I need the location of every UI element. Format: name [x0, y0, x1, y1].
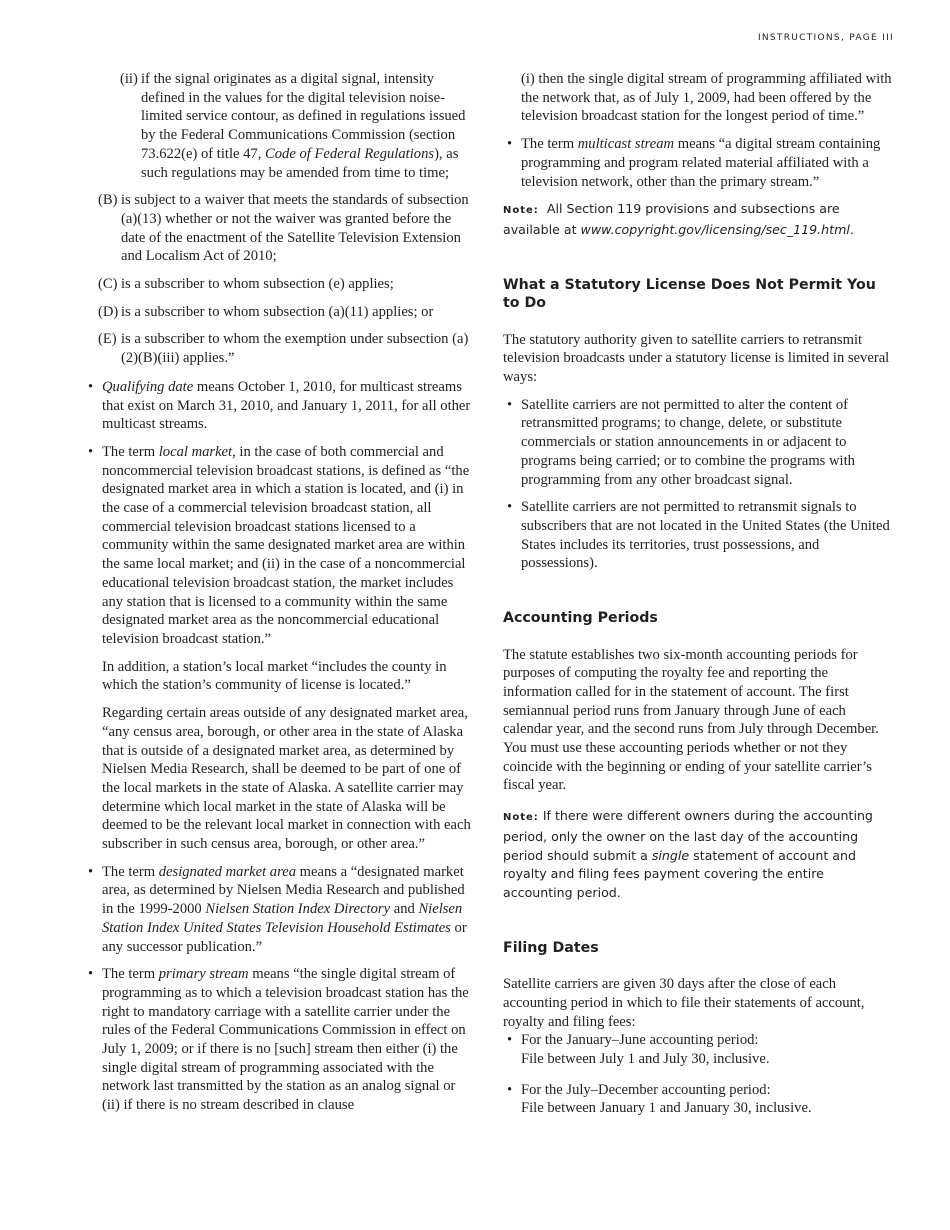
heading-accounting-periods: Accounting Periods — [503, 610, 658, 627]
definition-text: The term local market, in the case of both commercial and noncommercial television broadcast stations, is defined as “the designated market area in which a station is located, and (i) in the case of a commercial television broadcast station, all commercial television broadcast stations licensed to a community within the same designated market area are within the same local market; and (ii) in the case of a noncommercial educational television broadcast station, the market includes any station that is licensed to a community within the same designated market area as the noncommercial educational television broadcast station.” — [102, 443, 470, 647]
note-section-119: Note: All Section 119 provisions and subsections are available at www.copyright.gov/licensing/sec_119.html. — [503, 201, 854, 237]
definition-text: Qualifying date means October 1, 2010, for multicast streams that exist on March 31, 2010, and January 1, 2011, for all other multicast streams. — [102, 378, 471, 433]
clause-ii — [120, 70, 476, 182]
bullet-icon: • — [507, 1081, 513, 1098]
bullet-icon: • — [507, 1032, 513, 1049]
note-owners: Note: If there were different owners during the accounting period, only the owner on the last day of the accounting period should submit a single statement of account and royalty and filing fees payment covering the entire accounting period. — [503, 808, 873, 900]
clause-e — [98, 330, 476, 367]
clause-text: is a subscriber to whom the exemption under subsection (a)(2)(B)(iii) applies.” — [121, 331, 469, 367]
right-column — [503, 70, 895, 1118]
copyright-link[interactable]: www.copyright.gov/licensing/sec_119.html — [580, 221, 850, 237]
heading-filing-dates: Filing Dates — [503, 939, 599, 956]
accounting-text: The statute establishes two six-month accounting periods for purposes of computing the royalty fee and reporting the information called for in the statement of account. The first semiannual period runs from January through June of each calendar year, and the second runs from July through December. You must use these accounting periods whether or not they coincide with the beginning or ending of your satellite carrier’s fiscal year. — [503, 646, 879, 794]
page-header: INSTRUCTIONS, PAGE III — [757, 33, 894, 43]
bullet-icon: • — [88, 443, 94, 460]
definition-designated-market-area — [88, 863, 476, 957]
clause-label: (D) — [98, 303, 119, 320]
not-permit-item — [507, 396, 895, 490]
filing-item — [507, 1081, 895, 1118]
publication-title: Nielsen Station Index Directory — [205, 901, 391, 918]
heading-not-permit: What a Statutory License Does Not Permit You to Do — [503, 276, 876, 312]
clause-label: (C) — [98, 276, 118, 293]
primary-stream-continuation: (i) then the single digital stream of programming affiliated with the network that, as of July 1, 2009, had been offered by the television broadcast station for the longest period of time.” — [521, 71, 892, 125]
item-text: Satellite carriers are not permitted to alter the content of retransmitted programs; to change, delete, or substitute commercials or station announcements in or adjacent to programs being carried; or to combine the programs with programming from any other broadcast signal. — [521, 396, 855, 488]
publication-title: Nielsen Station Index United States Television Household Estimates — [102, 901, 463, 936]
clause-label: (ii) — [120, 71, 138, 87]
cfr-title: Code of Federal Regulations — [265, 145, 435, 162]
defined-term: designated market area — [158, 863, 296, 880]
defined-term: local market — [158, 443, 233, 460]
clause-text: if the signal originates as a digital signal, intensity defined in the values for the digital television noise-limited service contour, as defined in regulations issued by the Federal Communications Commission (section 73.622(e) of title 47, Code of Federal Regulations), as such regulations may be amended from time to time; — [141, 71, 466, 181]
clause-d — [98, 303, 476, 322]
local-market-county-paragraph: In addition, a station’s local market “includes the county in which the station’s community of license is located.” — [102, 658, 447, 694]
defined-term: primary stream — [158, 966, 249, 983]
clause-label: (E) — [98, 331, 117, 348]
left-column — [88, 70, 476, 1115]
definition-text: The term designated market area means a “designated market area, as determined by Nielsen Media Research and published in the 1999-2000 Nielsen Station Index Directory and Nielsen Station Index United States Television Household Estimates or any successor publication.” — [102, 863, 467, 955]
definition-primary-stream — [88, 965, 476, 1115]
definition-text: The term multicast stream means “a digital stream containing programming and program related material affiliated with a television network, other than the primary stream.” — [521, 136, 881, 190]
definition-local-market — [88, 443, 476, 649]
defined-term: multicast stream — [577, 136, 675, 153]
clause-text: is a subscriber to whom subsection (e) applies; — [121, 276, 394, 293]
clause-text: is subject to a waiver that meets the standards of subsection (a)(13) whether or not the waiver was granted before the date of the enactment of the Satellite Television Extension and Localism Act of 2010; — [121, 192, 469, 265]
local-market-alaska-paragraph: Regarding certain areas outside of any designated market area, “any census area, borough, or other area in the state of Alaska that is outside of a designated market area, as determined by Nielsen Media Research, shall be deemed to be part of one of the local markets in the state of Alaska. A satellite carrier may determine which local market in the state of Alaska will be deemed to be the relevant local market in connection with each subscriber in such census area, borough, or other area.” — [102, 705, 471, 853]
note-label: Note: — [503, 812, 539, 824]
item-text: Satellite carriers are not permitted to retransmit signals to subscribers that are not located in the United States (the United States includes its territories, trust possessions, and possessions). — [521, 499, 890, 572]
definition-multicast-stream — [507, 135, 895, 191]
filing-item — [507, 1031, 895, 1068]
clause-text: is a subscriber to whom subsection (a)(11) applies; or — [121, 303, 434, 320]
bullet-icon: • — [507, 136, 513, 153]
bullet-icon: • — [88, 863, 94, 880]
clause-c — [98, 275, 476, 294]
definition-qualifying-date — [88, 378, 476, 434]
definition-text: The term primary stream means “the single digital stream of programming as to which a television broadcast station has the right to mandatory carriage with a satellite carrier under the rules of the Federal Communications Commission in effect on July 1, 2009; or if there is no [such] stream then either (i) the single digital stream of programming associated with the network last transmitted by the station as an analog signal or (ii) if there is no stream described in clause — [102, 966, 469, 1114]
filing-intro: Satellite carriers are given 30 days after the close of each accounting period in which to file their statements of account, royalty and filing fees: — [503, 976, 865, 1030]
bullet-icon: • — [88, 378, 94, 395]
item-text: For the July–December accounting period: File between January 1 and January 30, inclusive. — [521, 1081, 812, 1117]
clause-label: (B) — [98, 192, 118, 209]
bullet-icon: • — [507, 499, 513, 516]
note-label: Note: — [503, 205, 539, 217]
bullet-icon: • — [507, 396, 513, 413]
item-text: For the January–June accounting period: File between July 1 and July 30, inclusive. — [521, 1032, 770, 1068]
not-permit-item — [507, 498, 895, 573]
clause-b — [98, 191, 476, 266]
bullet-icon: • — [88, 966, 94, 983]
defined-term: Qualifying date — [102, 378, 194, 395]
not-permit-intro: The statutory authority given to satellite carriers to retransmit television broadcasts under a statutory license is limited in several ways: — [503, 331, 890, 386]
